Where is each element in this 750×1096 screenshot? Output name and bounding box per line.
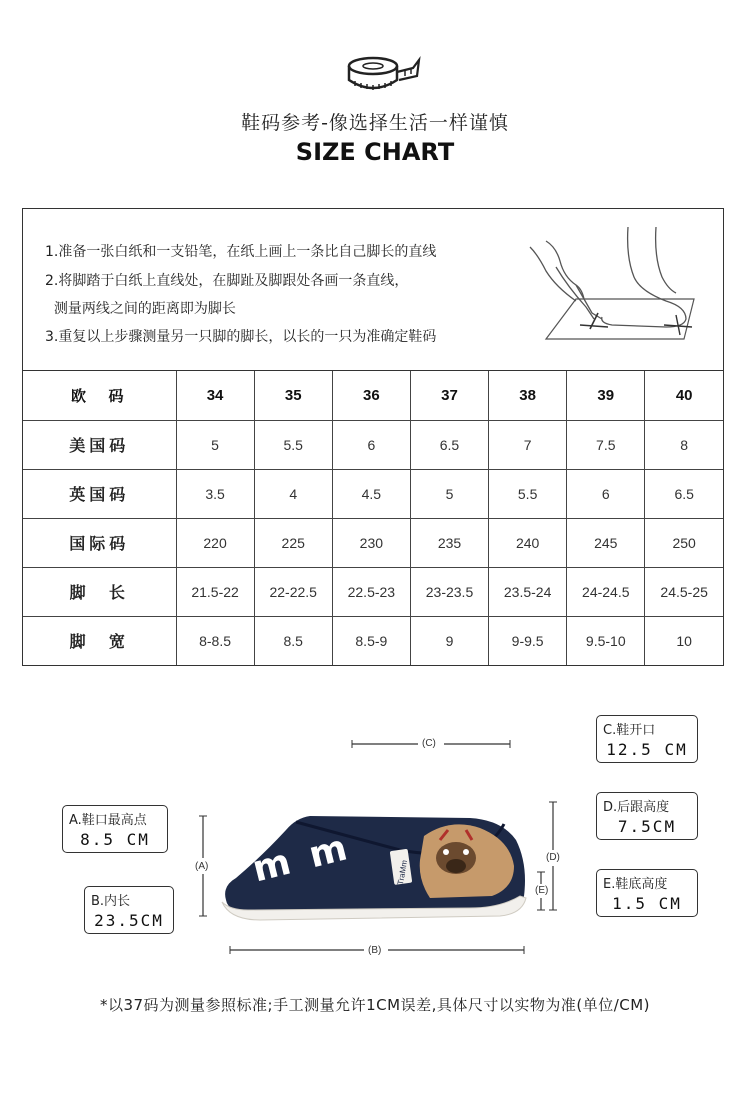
table-cell: 5.5 <box>489 469 567 518</box>
row-label: 欧 码 <box>23 371 176 420</box>
callout-b-inner-length <box>84 886 174 934</box>
table-cell: 250 <box>645 518 723 567</box>
table-cell: 9-9.5 <box>489 616 567 665</box>
table-row <box>23 371 723 420</box>
table-cell: 34 <box>176 371 254 420</box>
dimension-marker-c: (C) <box>422 738 436 749</box>
table-cell: 21.5-22 <box>176 567 254 616</box>
table-cell: 23-23.5 <box>410 567 488 616</box>
callout-label: C.鞋开口 <box>603 723 656 738</box>
dimension-marker-a: (A) <box>195 861 209 872</box>
callout-label: B.内长 <box>91 894 131 909</box>
dimension-marker-b: (B) <box>368 945 382 956</box>
table-cell: 225 <box>254 518 332 567</box>
table-cell: 240 <box>489 518 567 567</box>
callout-value: 12.5 CM <box>606 740 688 759</box>
table-cell: 6.5 <box>410 420 488 469</box>
page-subtitle: 鞋码参考-像选择生活一样谨慎 <box>241 112 509 134</box>
table-cell: 4 <box>254 469 332 518</box>
callout-value: 23.5CM <box>94 911 164 930</box>
table-cell: 5 <box>410 469 488 518</box>
dimension-marker-e: (E) <box>535 885 549 896</box>
table-cell: 24.5-25 <box>645 567 723 616</box>
instruction-line: 1.准备一张白纸和一支铅笔，在纸上画上一条比自己脚长的直线 <box>45 244 437 260</box>
table-cell: 39 <box>567 371 645 420</box>
measurement-footnote: *以37码为测量参照标准;手工测量允许1CM误差,具体尺寸以实物为准(单位/CM) <box>99 996 651 1014</box>
table-cell: 10 <box>645 616 723 665</box>
table-row <box>23 469 723 518</box>
instruction-line: 2.将脚踏于白纸上直线处，在脚趾及脚跟处各画一条直线， <box>45 273 409 289</box>
table-cell: 22.5-23 <box>332 567 410 616</box>
row-label: 国际码 <box>23 518 176 567</box>
table-cell: 4.5 <box>332 469 410 518</box>
instruction-line: 3.重复以上步骤测量另一只脚的脚长，以长的一只为准确定鞋码 <box>45 329 437 345</box>
table-cell: 22-22.5 <box>254 567 332 616</box>
table-cell: 8.5 <box>254 616 332 665</box>
table-cell: 8.5-9 <box>332 616 410 665</box>
shoe-tag-text: TraMm <box>395 859 410 886</box>
dimension-marker-d: (D) <box>546 852 560 863</box>
table-cell: 37 <box>410 371 488 420</box>
table-cell: 38 <box>489 371 567 420</box>
table-cell: 8-8.5 <box>176 616 254 665</box>
table-row <box>23 567 723 616</box>
table-cell: 23.5-24 <box>489 567 567 616</box>
row-label: 美国码 <box>23 420 176 469</box>
size-table <box>23 371 723 665</box>
table-cell: 5 <box>176 420 254 469</box>
table-cell: 230 <box>332 518 410 567</box>
callout-value: 1.5 CM <box>612 894 682 913</box>
callout-label: A.鞋口最高点 <box>69 813 147 828</box>
table-cell: 36 <box>332 371 410 420</box>
table-cell: 35 <box>254 371 332 420</box>
callout-e-sole-height <box>596 869 698 917</box>
page-title: SIZE CHART <box>295 138 455 166</box>
table-row <box>23 420 723 469</box>
callout-a-collar-height <box>62 805 168 853</box>
table-row <box>23 518 723 567</box>
table-cell: 9 <box>410 616 488 665</box>
table-cell: 6.5 <box>645 469 723 518</box>
callout-value: 7.5CM <box>617 817 677 836</box>
table-cell: 24-24.5 <box>567 567 645 616</box>
table-cell: 7 <box>489 420 567 469</box>
instruction-line: 测量两线之间的距离即为脚长 <box>45 301 236 317</box>
row-label: 脚 长 <box>23 567 176 616</box>
callout-c-opening <box>596 715 698 763</box>
table-cell: 3.5 <box>176 469 254 518</box>
table-cell: 6 <box>567 469 645 518</box>
row-label: 英国码 <box>23 469 176 518</box>
table-cell: 9.5-10 <box>567 616 645 665</box>
size-chart-box <box>22 208 724 666</box>
tape-measure-icon <box>343 52 423 96</box>
table-cell: 245 <box>567 518 645 567</box>
table-cell: 7.5 <box>567 420 645 469</box>
callout-label: D.后跟高度 <box>603 800 670 815</box>
table-cell: 8 <box>645 420 723 469</box>
foot-measuring-illustration <box>516 227 696 347</box>
table-row <box>23 616 723 665</box>
callout-d-heel-height <box>596 792 698 840</box>
table-cell: 235 <box>410 518 488 567</box>
measuring-instructions <box>23 209 723 371</box>
shoe-print-letters: m m <box>248 826 356 891</box>
table-cell: 6 <box>332 420 410 469</box>
callout-label: E.鞋底高度 <box>603 877 668 892</box>
table-cell: 5.5 <box>254 420 332 469</box>
callout-value: 8.5 CM <box>80 830 150 849</box>
row-label: 脚 宽 <box>23 616 176 665</box>
table-cell: 40 <box>645 371 723 420</box>
table-cell: 220 <box>176 518 254 567</box>
